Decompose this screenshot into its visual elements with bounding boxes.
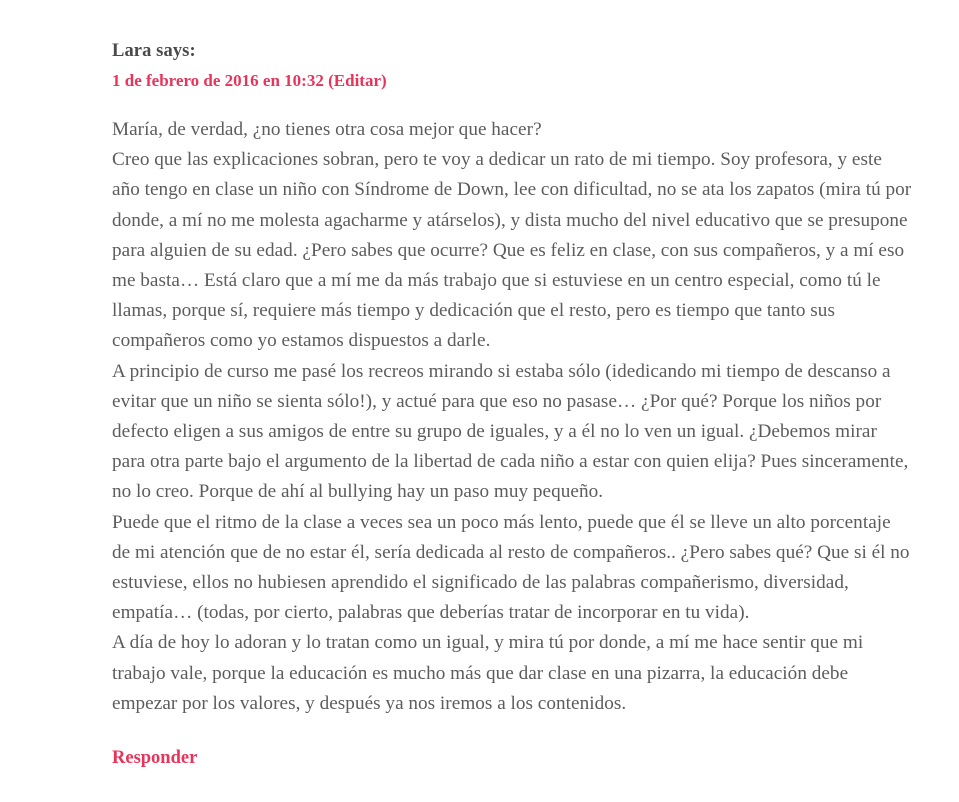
comment-permalink-timestamp[interactable]: 1 de febrero de 2016 en 10:32 (112, 71, 324, 90)
comment-block (112, 38, 912, 771)
comment-edit-link[interactable]: (Editar) (328, 71, 387, 90)
comment-reply-wrapper (112, 745, 912, 771)
comment-body (112, 115, 912, 719)
comment-reply-link[interactable]: Responder (112, 748, 198, 769)
comment-body-paragraph: A principio de curso me pasé los recreos mirando si estaba sólo (idedicando mi tiempo de descanso a evitar que un niño se sienta sólo!), y actué para que eso no pasase… ¿Por qué? Porque los niños por defecto eligen a sus amigos de entre su grupo de iguales, y a él no lo ven un igual. ¿Debemos mirar para otra parte bajo el argumento de la libertad de cada niño a estar con quien elija? Pues sinceramente, no lo creo. Porque de ahí al bullying hay un paso muy pequeño. (112, 360, 909, 503)
comment-body-paragraph: A día de hoy lo adoran y lo tratan como un igual, y mira tú por donde, a mí me hace sentir que mi trabajo vale, porque la educación es mucho más que dar clase en una pizarra, la educación debe empezar por los valores, y después ya nos iremos a los contenidos. (112, 632, 864, 714)
comment-body-paragraph: Creo que las explicaciones sobran, pero te voy a dedicar un rato de mi tiempo. Soy profesora, y este año tengo en clase un niño con Síndrome de Down, lee con dificultad, no se ata los zapatos (mira tú por donde, a mí no me molesta agacharme y atárselos), y dista mucho del nivel educativo que se presupone para alguien de su edad. ¿Pero sabes que ocurre? Que es feliz en clase, con sus compañeros, y a mí eso me basta… Está claro que a mí me da más trabajo que si estuviese en un centro especial, como tú le llamas, porque sí, requiere más tiempo y dedicación que el resto, pero es tiempo que tanto sus compañeros como yo estamos dispuestos a darle. (112, 149, 912, 352)
comment-author-line: Lara says: (112, 41, 196, 61)
comment-metadata (112, 68, 912, 93)
comment-body-paragraph: María, de verdad, ¿no tienes otra cosa mejor que hacer? (112, 119, 542, 140)
comment-body-paragraph: Puede que el ritmo de la clase a veces sea un poco más lento, puede que él se lleve un alto porcentaje de mi atención que de no estar él, sería dedicada al resto de compañeros.. ¿Pero sabes qué? Que si él no estuviese, ellos no hubiesen aprendido el significado de las palabras compañerismo, diversidad, empatía… (todas, por cierto, palabras que deberías tratar de incorporar en tu vida). (112, 511, 910, 624)
